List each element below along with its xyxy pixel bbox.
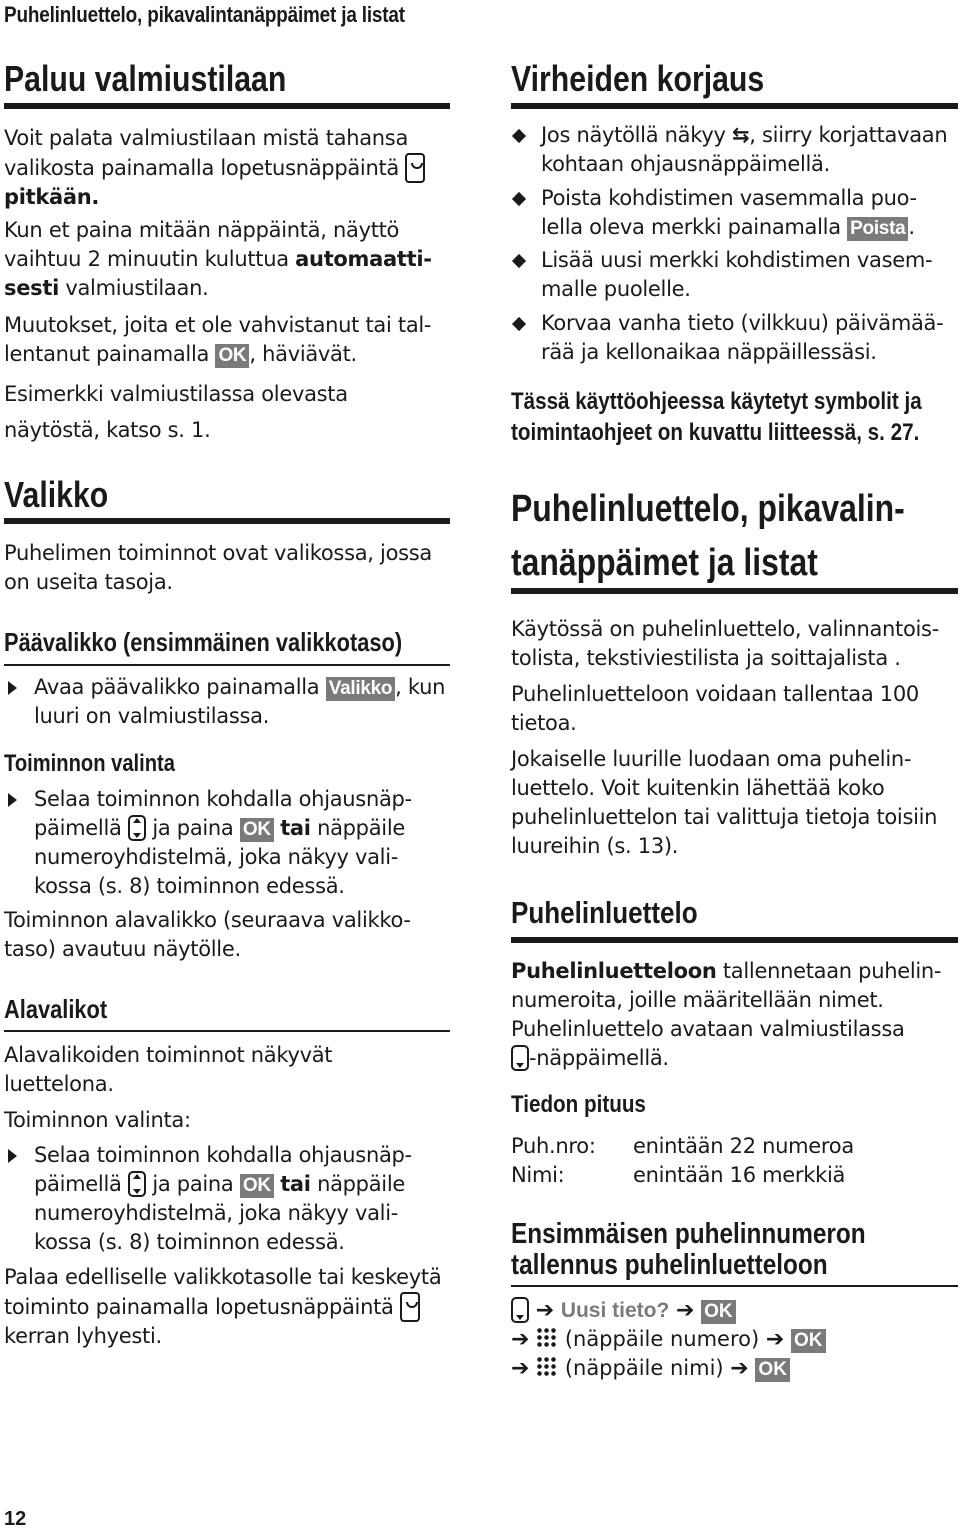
- heading-puhelinluettelo-pikavalinta: Puhelinluettelo, pikavalin- tanäppäimet ja listat: [511, 488, 905, 584]
- heading-puhelinluettelo: Puhelinluettelo: [511, 895, 698, 930]
- next-arrow-icon: ➔: [511, 1356, 530, 1381]
- table-cell: enintään 16 merkkiä: [633, 1163, 846, 1187]
- next-arrow-icon: ➔: [765, 1327, 785, 1352]
- paragraph: Puhelinluetteloon voidaan tallentaa 100 tietoa.: [511, 682, 919, 735]
- paragraph: Toiminnon valinta:: [4, 1108, 191, 1132]
- table-row: Nimi:: [511, 1163, 565, 1187]
- paragraph: Esimerkki valmiustilassa olevasta näytöstä, katso s. 1.: [4, 382, 348, 442]
- step-line-3: ➔ (näppäile nimi) ➔ OK: [511, 1354, 790, 1383]
- paragraph: Jokaiselle luurille luodaan oma puhelin- luettelo. Voit kuitenkin lähettää koko puhelinluettelon tai valittuja tietoja toisiin luureihin (s. 13).: [511, 747, 938, 858]
- list-item: Jos näytöllä näkyy ⇆, siirry korjattavaan kohtaan ohjausnäppäimellä.: [511, 121, 947, 179]
- next-arrow-icon: ➔: [511, 1327, 530, 1352]
- list-item: Poista kohdistimen vasemmalla puo- lella oleva merkki painamalla Poista .: [511, 184, 917, 242]
- paragraph: Palaa edelliselle valikkotasolle tai keskeytä toiminto painamalla lopetusnäppäintä kerran lyhyesti.: [4, 1265, 442, 1348]
- heading-rule: [511, 937, 958, 943]
- paragraph: Muutokset, joita et ole vahvistanut tai tal- lentanut painamalla OK , häviävät.: [4, 313, 432, 366]
- end-call-key-icon: [405, 153, 425, 183]
- step-line-2: ➔ (näppäile numero) ➔ OK: [511, 1325, 826, 1354]
- paragraph: Voit palata valmiustilaan mistä tahansa valikosta painamalla lopetusnäppäintä pitkään.: [4, 124, 425, 212]
- step-arrow-icon: [8, 1149, 17, 1163]
- list-item: Lisää uusi merkki kohdistimen vasem- malle puolelle.: [511, 246, 932, 304]
- paragraph: Kun et paina mitään näppäintä, näyttö vaihtuu 2 minuutin kuluttua automaatti- sesti valmiustilaan.: [4, 218, 432, 300]
- step-line-1: [511, 1296, 736, 1325]
- heading-alavalikot: Alavalikot: [4, 994, 108, 1024]
- next-arrow-icon: ➔: [535, 1298, 555, 1323]
- ok-softkey: OK: [215, 344, 249, 368]
- next-arrow-icon: ➔: [730, 1356, 749, 1381]
- backspace-arrow-icon: ⇆: [731, 123, 750, 147]
- heading-valikko: Valikko: [4, 474, 109, 515]
- nav-key-icon: [128, 1171, 146, 1197]
- heading-rule: [4, 664, 450, 666]
- subheading-tiedon-pituus: Tiedon pituus: [511, 1091, 646, 1118]
- table-row: Puh.nro:: [511, 1134, 596, 1158]
- heading-rule: [511, 1285, 958, 1287]
- list-item: Korvaa vanha tieto (vilkkuu) päivämää- rää ja kellonaikaa näppäillessäsi.: [511, 309, 943, 367]
- paragraph: Käytössä on puhelinluettelo, valinnantois- tolista, tekstiviestilista ja soittajalista .: [511, 617, 939, 670]
- ok-softkey: OK: [240, 1174, 274, 1198]
- paragraph: Puhelinluetteloon tallennetaan puhelin- numeroita, joille määritellään nimet.: [511, 959, 942, 1012]
- heading-rule: [4, 1030, 450, 1032]
- next-arrow-icon: ➔: [676, 1298, 695, 1323]
- bullet-diamond-icon: [512, 254, 526, 268]
- heading-rule: [4, 103, 450, 109]
- note: Tässä käyttöohjeessa käytetyt symbolit ja toimintaohjeet on kuvattu liitteessä, s. 27.: [511, 388, 922, 446]
- step-arrow-icon: [8, 681, 17, 695]
- ok-softkey: OK: [791, 1329, 826, 1353]
- heading-rule: [4, 518, 450, 524]
- running-head: Puhelinluettelo, pikavalintanäppäimet ja listat: [4, 2, 405, 27]
- heading-rule: [511, 103, 958, 109]
- list-item: Selaa toiminnon kohdalla ohjausnäp- päimellä ja paina OK tai näppäile numeroyhdistelmä, joka näkyy vali- kossa (s. 8) toiminnon edessä.: [4, 1141, 412, 1257]
- heading-virheiden-korjaus: Virheiden korjaus: [511, 58, 765, 99]
- bullet-diamond-icon: [512, 317, 526, 331]
- keypad-icon: [536, 1356, 558, 1378]
- bullet-diamond-icon: [512, 192, 526, 206]
- heading-paluu-valmiustilaan: Paluu valmiustilaan: [4, 58, 287, 99]
- heading-paavalikko: Päävalikko (ensimmäinen valikkotaso): [4, 627, 403, 657]
- nav-key-down-icon: [511, 1045, 529, 1071]
- table-cell: enintään 22 numeroa: [633, 1134, 854, 1158]
- ok-softkey: OK: [755, 1358, 790, 1382]
- ok-softkey: OK: [701, 1300, 736, 1324]
- paragraph: Puhelinluettelo avataan valmiustilassa -näppäimellä.: [511, 1017, 905, 1070]
- menu-item-uusi-tieto: Uusi tieto?: [560, 1299, 670, 1322]
- keypad-icon: [536, 1327, 558, 1349]
- nav-key-down-icon: [511, 1297, 529, 1323]
- heading-rule: [511, 588, 958, 594]
- heading-ensimmaisen-tallennus: Ensimmäisen puhelinnumeron tallennus puhelinluetteloon: [511, 1218, 866, 1281]
- nav-key-icon: [128, 815, 146, 841]
- end-call-key-icon: [400, 1292, 420, 1322]
- heading-toiminnon-valinta: Toiminnon valinta: [4, 750, 175, 777]
- ok-softkey: OK: [240, 818, 274, 842]
- list-item: Avaa päävalikko painamalla Valikko , kun luuri on valmiustilassa.: [4, 673, 445, 731]
- page-number: 12: [4, 1508, 27, 1530]
- bullet-diamond-icon: [512, 129, 526, 143]
- list-item: Selaa toiminnon kohdalla ohjausnäp- päimellä ja paina OK tai näppäile numeroyhdistelmä, joka näkyy vali- kossa (s. 8) toiminnon edessä.: [4, 785, 412, 901]
- step-arrow-icon: [8, 793, 17, 807]
- poista-softkey: Poista: [847, 217, 908, 241]
- paragraph: Toiminnon alavalikko (seuraava valikko- taso) avautuu näytölle.: [4, 908, 411, 961]
- valikko-softkey: Valikko: [326, 677, 395, 701]
- paragraph: Alavalikoiden toiminnot näkyvät luettelona.: [4, 1043, 333, 1096]
- paragraph: Puhelimen toiminnot ovat valikossa, jossa on useita tasoja.: [4, 541, 432, 594]
